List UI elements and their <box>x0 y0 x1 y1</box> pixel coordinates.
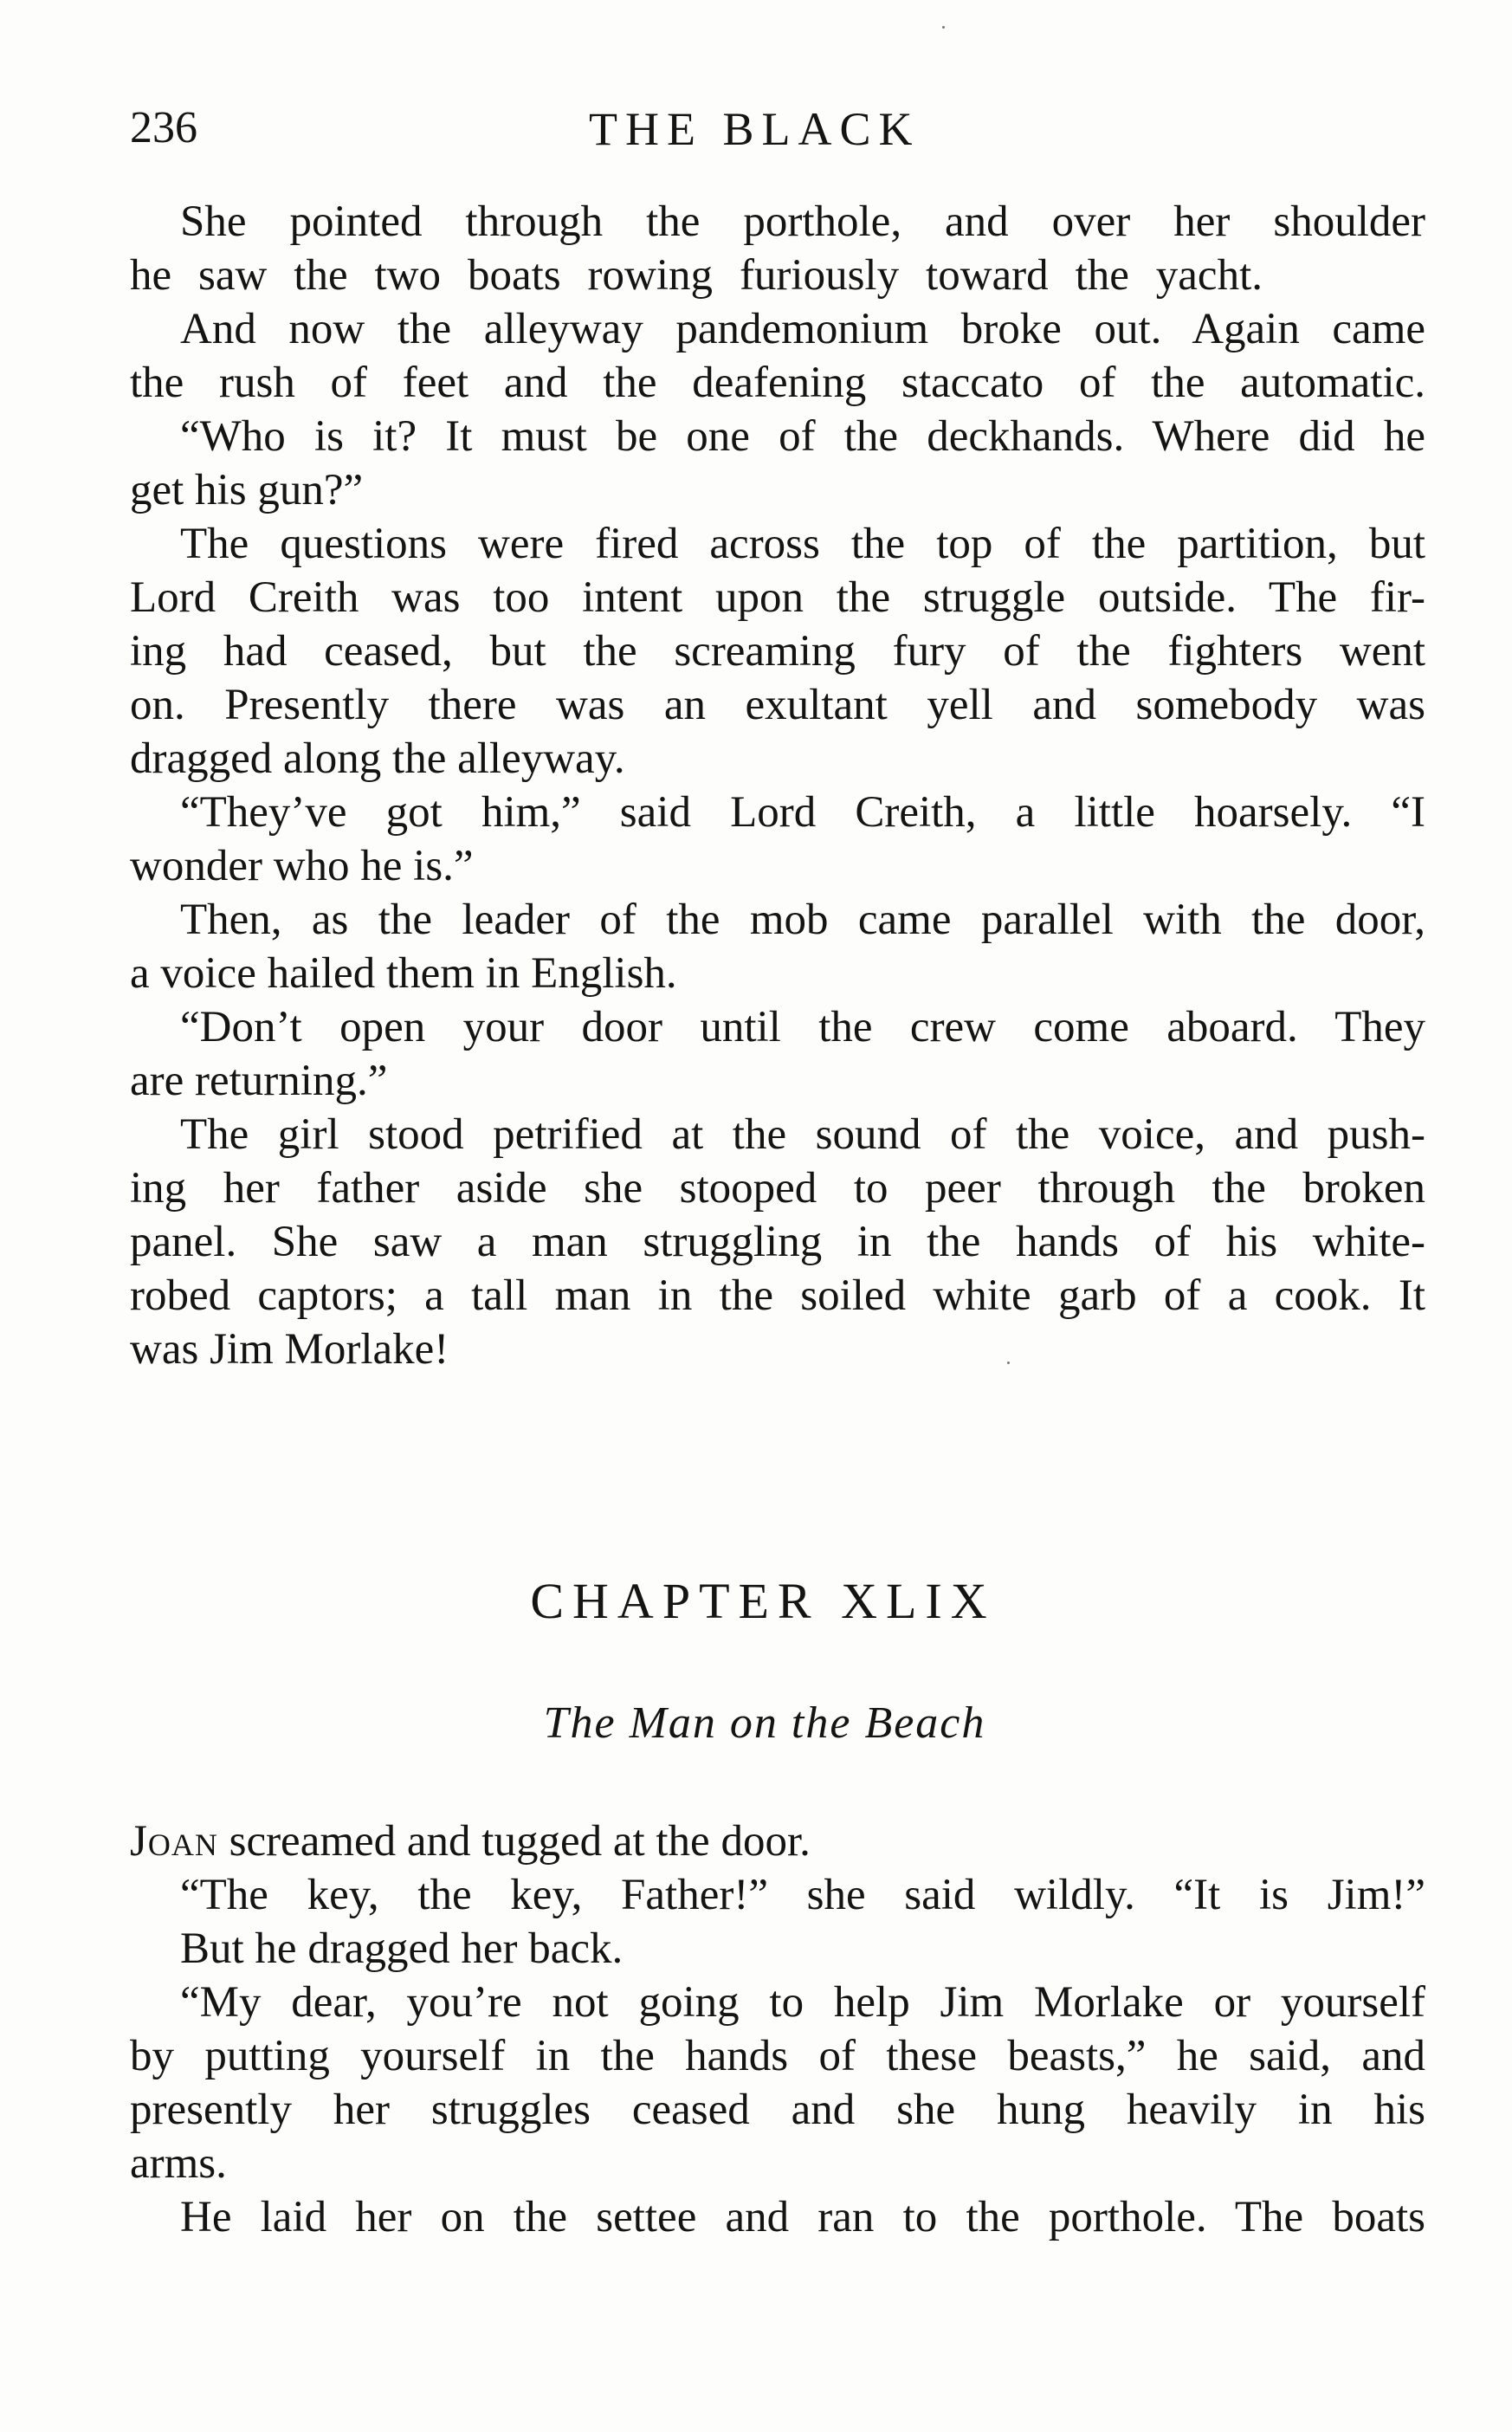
text-line: And now the alleyway pandemonium broke out. Again came <box>180 305 1425 353</box>
text-line: presently her struggles ceased and she hung heavily in his <box>130 2086 1425 2134</box>
text-line: get his gun?” <box>130 466 364 514</box>
text-line: dragged along the alleyway. <box>130 734 625 783</box>
text-line: are returning.” <box>130 1057 388 1105</box>
running-title: THE BLACK <box>589 103 921 155</box>
text-line: The questions were fired across the top of the partition, but <box>180 520 1425 568</box>
text-line: Lord Creith was too intent upon the struggle outside. The fir- <box>130 573 1425 622</box>
text-line-first <box>130 1814 1425 1868</box>
text-line: She pointed through the porthole, and over her shoulder <box>180 197 1425 246</box>
drop-lead-word: Joan <box>130 1817 218 1866</box>
text-line: “Don’t open your door until the crew come aboard. They <box>180 1003 1425 1051</box>
running-head <box>130 102 1429 171</box>
first-line-rest: screamed and tugged at the door. <box>217 1817 811 1866</box>
text-line: Then, as the leader of the mob came parallel with the door, <box>180 896 1425 944</box>
text-line: ing had ceased, but the screaming fury of the fighters went <box>130 627 1425 676</box>
text-line: arms. <box>130 2139 227 2188</box>
body-text-part1 <box>130 195 1425 1376</box>
chapter-heading: CHAPTER XLIX <box>530 1573 996 1629</box>
text-line: the rush of feet and the deafening staccato of the automatic. <box>130 359 1425 407</box>
text-line: But he dragged her back. <box>180 1924 624 1973</box>
body-text-part2 <box>130 1814 1425 2244</box>
chapter-subtitle: The Man on the Beach <box>543 1698 986 1748</box>
text-line: panel. She saw a man struggling in the hands of his white- <box>130 1218 1425 1266</box>
text-line: “My dear, you’re not going to help Jim Morlake or yourself <box>180 1978 1425 2027</box>
text-line: The girl stood petrified at the sound of the voice, and push- <box>180 1110 1425 1159</box>
paper-speck <box>942 26 945 29</box>
text-line: “Who is it? It must be one of the deckhands. Where did he <box>180 412 1425 461</box>
page-number: 236 <box>130 103 197 152</box>
text-line: he saw the two boats rowing furiously toward the yacht. <box>130 251 1263 300</box>
text-line: robed captors; a tall man in the soiled white garb of a cook. It <box>130 1271 1425 1320</box>
text-line: wonder who he is.” <box>130 842 474 890</box>
text-line: “The key, the key, Father!” she said wildly. “It is Jim!” <box>180 1871 1425 1919</box>
text-line: He laid her on the settee and ran to the porthole. The boats <box>180 2193 1425 2241</box>
text-line: “They’ve got him,” said Lord Creith, a little hoarsely. “I <box>180 788 1425 837</box>
paper-speck <box>1007 1362 1010 1364</box>
text-line: a voice hailed them in English. <box>130 949 677 998</box>
text-line: on. Presently there was an exultant yell and somebody was <box>130 681 1425 729</box>
text-line: by putting yourself in the hands of these beasts,” he said, and <box>130 2032 1425 2080</box>
text-line: was Jim Morlake! <box>130 1325 449 1374</box>
text-line: ing her father aside she stooped to peer through the broken <box>130 1164 1425 1213</box>
